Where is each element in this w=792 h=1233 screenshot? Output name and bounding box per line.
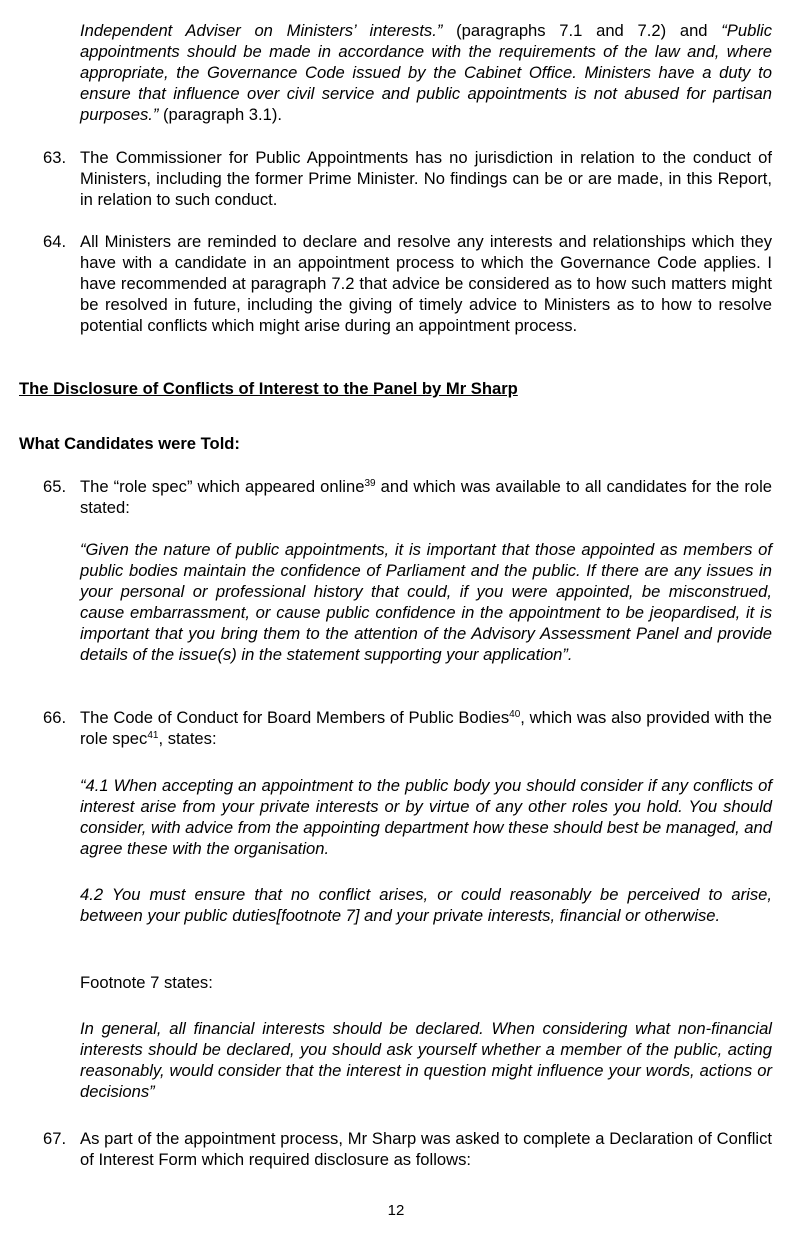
paragraph-63: The Commissioner for Public Appointments has no jurisdiction in relation to the conduct of Ministers, including the former Prime Minister. No findings can be or are made, in this Report, in relation to such conduct. [80, 148, 772, 209]
paragraph-number: 67. [43, 1129, 67, 1148]
section-heading: The Disclosure of Conflicts of Interest to the Panel by Mr Sharp [19, 379, 518, 398]
role-spec-quote [80, 539, 772, 665]
quote-text: 4.2 You must ensure that no conflict arises, or could reasonably be perceived to arise, between your public duties[footnote 7] and your private interests, financial or otherwise. [80, 885, 772, 925]
paragraph-number: 64. [43, 232, 67, 251]
paragraph-62-continuation [80, 20, 772, 125]
paragraph-64: All Ministers are reminded to declare and resolve any interests and relationships which they have with a candidate in an appointment process to which the Governance Code applies. I have recommended at paragraph 7.2 that advice be considered as to how such matters might be resolved in future, including the giving of timely advice to Ministers as to how to resolve potential conflicts which might arise during an appointment process. [80, 232, 772, 335]
footnote-label: Footnote 7 states: [80, 973, 213, 992]
footnote-quote [80, 1018, 772, 1102]
footnote-ref: 41 [147, 730, 159, 741]
paragraph-number: 63. [43, 148, 67, 167]
paragraph-65 [80, 476, 772, 518]
paragraph-number: 65. [43, 477, 67, 496]
quote-text: In general, all financial interests should be declared. When considering what non-financial interests should be declared, you should ask yourself whether a member of the public, acting reasonably, would consider that the interest in question might influence your words, actions or decisions” [80, 1019, 772, 1101]
quote-text: “Public appointments should be made in accordance with the requirements of the law and, where appropriate, the Governance Code issued by the Cabinet Office. Ministers have a duty to ensure that influence over civil service and public appointments is not abused for partisan purposes.” [80, 21, 772, 124]
body-text: (paragraph 3.1). [158, 105, 283, 124]
body-text: , states: [158, 729, 217, 748]
code-quote-4-1 [80, 775, 772, 859]
paragraph-number: 66. [43, 708, 67, 727]
body-text: and which was available to all candidates for the role stated: [80, 477, 772, 517]
footnote-ref: 39 [364, 478, 376, 489]
code-quote-4-2 [80, 884, 772, 926]
quote-text: Independent Adviser on Ministers’ interests.” [80, 21, 443, 40]
paragraph-66 [80, 707, 772, 749]
paragraph-67: As part of the appointment process, Mr Sharp was asked to complete a Declaration of Conflict of Interest Form which required disclosure as follows: [80, 1129, 772, 1169]
body-text: (paragraphs 7.1 and 7.2) and [442, 21, 722, 40]
body-text: The Code of Conduct for Board Members of Public Bodies [80, 708, 510, 727]
footnote-ref: 40 [509, 709, 521, 720]
quote-text: “Given the nature of public appointments, it is important that those appointed as members of public bodies maintain the confidence of Parliament and the public. If there are any issues in your personal or professional history that could, if you were appointed, be misconstrued, cause embarrassment, or cause public confidence in the appointment to be jeopardised, it is important that you bring them to the attention of the Advisory Assessment Panel and provide details of the issue(s) in the statement supporting your application”. [80, 540, 772, 664]
subsection-heading: What Candidates were Told: [19, 434, 240, 453]
quote-text: “4.1 When accepting an appointment to the public body you should consider if any conflicts of interest arise from your private interests or by virtue of any other roles you hold. You should consider, with advice from the appointing department how these should best be managed, and agree these with the organisation. [80, 776, 772, 858]
page-number: 12 [387, 1202, 405, 1219]
body-text: , which was also provided with the role spec [80, 708, 772, 748]
body-text: The “role spec” which appeared online [80, 477, 365, 496]
